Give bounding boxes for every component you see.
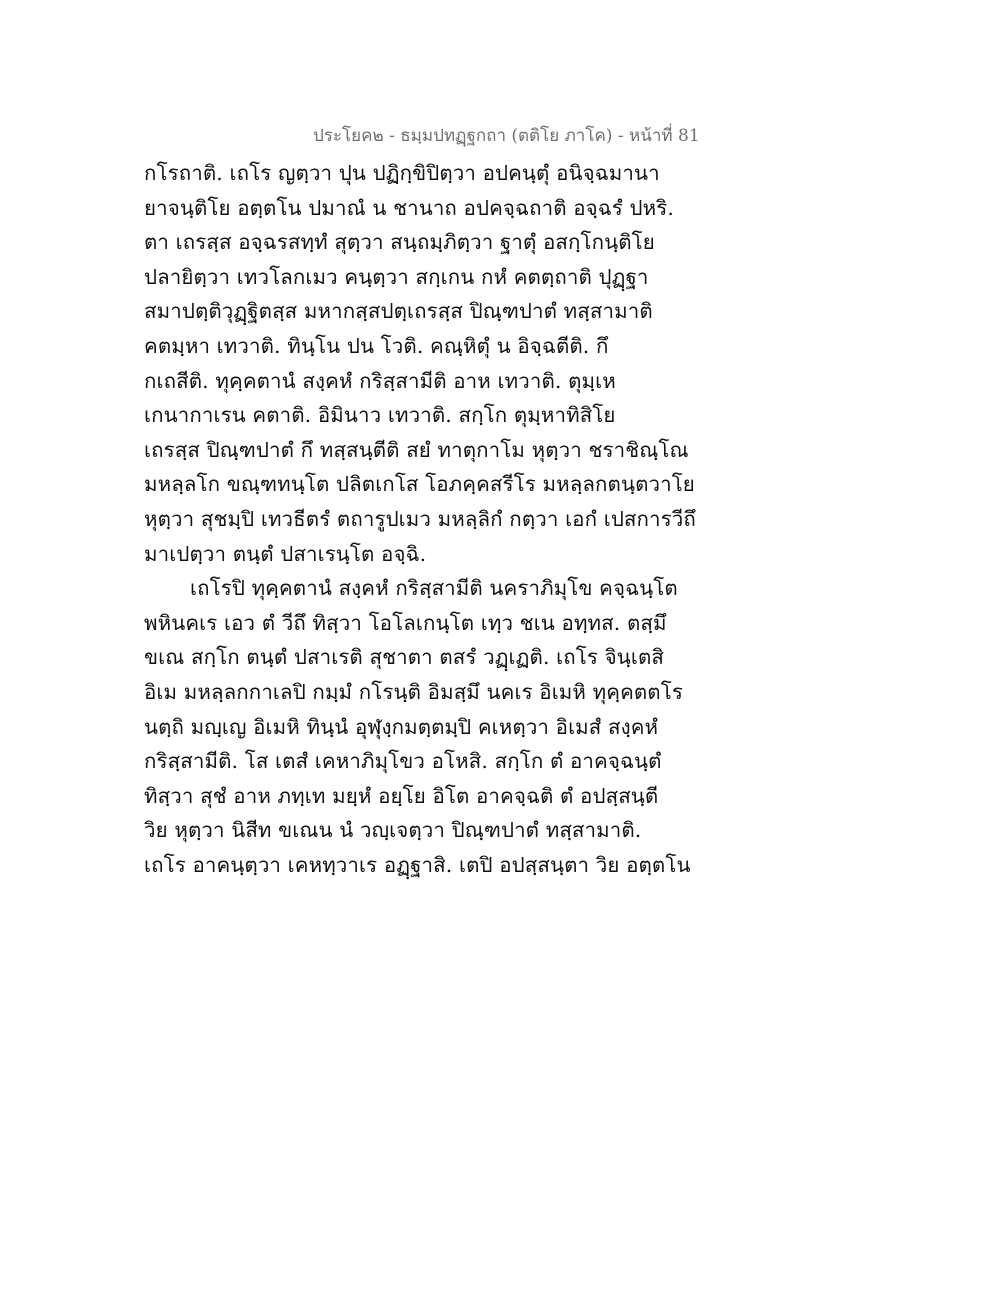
running-header: ประโยค๒ - ธมฺมปทฏฺฐกถา (ตติโย ภาโค) - หน้าที่ 81 <box>313 126 700 146</box>
paragraph-2-line-7: ทิสฺวา สุชํ อาห ภทฺเท มยฺหํ อยฺโย อิโต อาคจฺฉติ ตํ อปสฺสนฺตี <box>144 783 659 808</box>
paragraph-2-line-8: วิย หุตฺวา นิสีท ขเณน นํ วญฺเจตฺวา ปิณฺฑปาตํ ทสฺสามาติ. <box>144 818 642 843</box>
paragraph-2-line-1: เถโรปิ ทุคฺคตานํ สงฺคหํ กริสฺสามีติ นคราภิมุโข คจฺฉนฺโต <box>190 576 678 601</box>
paragraph-1-line-3: ตา เถรสฺส อจฺฉรสทฺทํ สุตฺวา สนฺถมฺภิตฺวา ฐาตุํ อสกฺโกนฺติโย <box>144 230 655 255</box>
paragraph-1-line-12: มาเปตฺวา ตนฺตํ ปสาเรนฺโต อจฺฉิ. <box>144 541 427 566</box>
paragraph-1-line-2: ยาจนฺติโย อตฺตโน ปมาณํ น ชานาถ อปคจฺฉถาติ อจฺฉรํ ปหริ. <box>144 195 674 220</box>
paragraph-1-line-7: กเถสีติ. ทุคฺคตานํ สงฺคหํ กริสฺสามีติ อาห เทวาติ. ตุมฺเห <box>144 368 616 393</box>
paragraph-2-line-3: ขเณ สกฺโก ตนฺตํ ปสาเรติ สุชาตา ตสรํ วฏฺเฏติ. เถโร จินฺเตสิ <box>144 645 664 670</box>
paragraph-1-line-9: เถรสฺส ปิณฺฑปาตํ กึ ทสฺสนฺตีติ สยํ ทาตุกาโม หุตฺวา ชราชิณฺโณ <box>144 437 689 462</box>
paragraph-2-line-5: นตฺถิ มญฺเญ อิเมหิ ทินฺนํ อุฬุงฺกมตฺตมฺปิ คเหตฺวา อิเมสํ สงฺคหํ <box>144 714 659 739</box>
paragraph-2-line-6: กริสฺสามีติ. โส เตสํ เคหาภิมุโขว อโหสิ. สกฺโก ตํ อาคจฺฉนฺตํ <box>144 749 662 774</box>
paragraph-2-line-2: พหินคเร เอว ตํ วีถึ ทิสฺวา โอโลเกนฺโต เทฺว ชเน อทฺทส. ตสฺมึ <box>144 610 667 635</box>
paragraph-1-line-4: ปลายิตฺวา เทวโลกเมว คนฺตฺวา สกฺเกน กหํ คตตฺถาติ ปุฏฺฐา <box>144 264 649 289</box>
paragraph-1-line-11: หุตฺวา สุชมฺปิ เทวธีตรํ ตถารูปเมว มหลฺลิกํ กตฺวา เอกํ เปสการวีถึ <box>144 506 696 531</box>
paragraph-2-line-9: เถโร อาคนฺตฺวา เคหทฺวาเร อฏฺฐาสิ. เตปิ อปสฺสนฺตา วิย อตฺตโน <box>144 852 691 877</box>
paragraph-1-line-10: มหลฺลโก ขณฺฑทนฺโต ปลิตเกโส โอภคฺคสรีโร มหลฺลกตนฺตวาโย <box>144 472 695 497</box>
paragraph-1-line-6: คตมฺหา เทวาติ. ทินฺโน ปน โวติ. คณฺหิตุํ น อิจฺฉตีติ. กึ <box>144 333 609 358</box>
paragraph-1-line-5: สมาปตฺติวุฏฺฐิตสฺส มหากสฺสปตฺเถรสฺส ปิณฺฑปาตํ ทสฺสามาติ <box>144 299 653 324</box>
page-body <box>144 156 704 882</box>
paragraph-1-line-8: เกนากาเรน คตาติ. อิมินาว เทวาติ. สกฺโก ตุมฺหาทิสิโย <box>144 403 616 428</box>
paragraph-2-line-4: อิเม มหลฺลกกาเลปิ กมฺมํ กโรนฺติ อิมสฺมึ นคเร อิเมหิ ทุคฺคตตโร <box>144 679 683 704</box>
paragraph-1-line-1: กโรถาติ. เถโร ญตฺวา ปุน ปฏิกฺขิปิตฺวา อปคนฺตุํ อนิจฺฉมานา <box>144 161 660 185</box>
